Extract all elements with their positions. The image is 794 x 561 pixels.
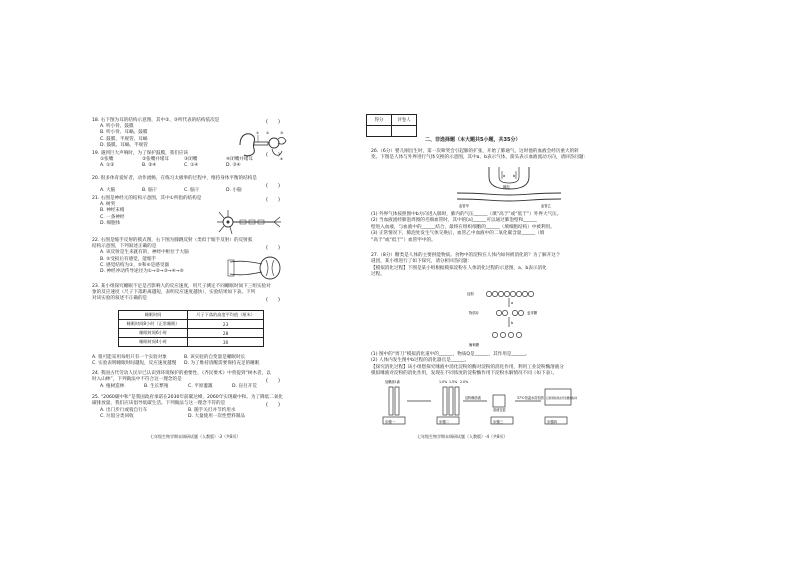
question-20 — [92, 176, 257, 182]
q18-stem: 18. 右下图为耳的结构示意图，其中②、③所代表的结构依次是 — [92, 118, 220, 123]
table-cell: 睡眠时间6小时 — [119, 329, 188, 338]
question-24 — [92, 371, 271, 383]
q27-subtitle-2: 过程。 — [371, 272, 385, 278]
q23-options-2 — [92, 361, 276, 367]
q25-stem-2: 碳排放量，我们应该倡导低碳生活。下列做法与这一理念不符的是 — [92, 401, 226, 407]
q25-option-b: B. 随手关灯并节约用水 — [188, 408, 236, 413]
enzyme-label: 淀粉酶溶液 — [465, 396, 481, 400]
q23-stem-3: 对该实验的叙述不正确的是 — [92, 296, 148, 302]
question-25 — [92, 395, 283, 407]
q26-line-5: 壁进入血液，与血液中的______结合，最终在组织细胞的______（填细胞结构）中被利用。 — [371, 224, 555, 230]
q19-option-b: B. ②④ — [142, 163, 157, 168]
q27-question-2: (2) 人体内发生图中b过程的消化器官是______。 — [371, 358, 470, 364]
q23-option-a: A. 很可能采用每组只有一个实验对象 — [92, 355, 167, 360]
q20-option-a: A. 大脑 — [100, 188, 116, 193]
q27-line-2: 谜团，某小组进行了如下探究，请分析回答问题： — [371, 259, 473, 265]
q18-option-d: D. 鼓膜、耳蜗、半规管 — [100, 142, 148, 148]
score-label: 得分 — [367, 115, 392, 126]
concentration-1: 1.0% — [439, 380, 448, 384]
q21-option-a: A. 树突 — [100, 202, 116, 208]
q18-option-a: A. 听小骨、鼓膜 — [100, 124, 134, 130]
iodine-label: 加碘液1滴 — [385, 380, 400, 384]
q26-line-7: “高于”或“低于”）血管甲中的。 — [371, 237, 436, 243]
q27-explore: 【探究消化过程】该小组想探究唾液中消化淀粉的酶对淀粉的消化作用，利用工业淀粉酶溶液分 — [371, 364, 564, 370]
q19-option-2: ②张嘴并堵耳 — [142, 157, 170, 162]
neuron-diagram — [216, 208, 286, 236]
table-row — [119, 320, 264, 329]
q26-line-6: (3) 正常情况下，肺泡处发生气体交换后，血管乙中血液中的二氧化碳含量______（填 — [371, 231, 545, 237]
vessel-a-label: 血管甲 — [459, 204, 469, 208]
table-header-row — [119, 311, 264, 320]
q18-option-c: C. 鼓膜、半规管、耳蜗 — [100, 136, 148, 142]
question-27-intro — [371, 253, 560, 279]
q20-option-d: D. 小脑 — [226, 188, 242, 193]
q27-line-1: 27.（8分）糖类是人体的主要供能物质。食物中的淀粉在人体内如何被消化的？为了解开这个 — [371, 253, 561, 258]
sleep-data-table — [118, 310, 264, 347]
table-cell: 30 — [188, 338, 264, 347]
record-label: 记录颜色褪去所需要的时间 — [546, 397, 578, 400]
water-bath-label: 37℃恒温水浴加热 — [517, 396, 544, 400]
table-row — [119, 329, 264, 338]
q19-option-1: ①张嘴 — [100, 157, 114, 162]
step-a-label: a — [511, 301, 514, 305]
q22-option-c: C. 感觉结构为①，⑤和⑥是感受器 — [100, 262, 170, 268]
q19-stem: 19. 遇到巨大声响时，为了保护鼓膜，我们应该 — [92, 151, 189, 156]
q26-line-3: (1) 外界气体按照图中b方向进入肺时，肺内的气压______（填“高于”或“低于”）外界大气压。 — [371, 212, 562, 217]
right-page — [371, 0, 794, 561]
concentration-2: 1.5% — [449, 380, 458, 384]
q24-option-c: C. 平原灌溉 — [188, 384, 213, 389]
ear-label-1: ① — [256, 131, 260, 135]
question-18 — [92, 118, 219, 149]
table-cell: 28 — [188, 329, 264, 338]
step-b-label: b — [511, 321, 514, 325]
q24-option-b: B. 生长繁殖 — [144, 384, 169, 389]
concentration-3: 2.0% — [460, 380, 469, 384]
q27-explore-2: 模拟唾液对淀粉的消化作用，发现在不同浓度的淀粉酶作用下淀粉水解情况不同（如下表）。 — [371, 371, 558, 377]
q23-stem-2: 象的反应速度（尺子下落距离越短，表明反应速度越快），实验结果如下表。下列 — [92, 290, 256, 296]
table-header-height: 尺子下落的高度平均值（厘米） — [188, 311, 264, 320]
table-cell: 睡眠时间8小时（正常睡眠） — [119, 320, 188, 329]
table-row — [119, 338, 264, 347]
q24-option-a: A. 植树造林 — [100, 384, 125, 389]
right-page-footer: 七年级生物学期末调研试题（人教版）-4（共8页） — [417, 434, 508, 439]
q19-option-4: ④闭嘴并堵耳 — [226, 157, 254, 162]
q25-answer-paren[interactable]: ( ) — [266, 402, 280, 408]
question-23 — [92, 284, 271, 303]
q21-option-c: C. 一条神经 — [100, 214, 125, 220]
ear-label-4: ④ — [280, 157, 284, 161]
table-header-sleep: 睡眠时间 — [119, 311, 188, 320]
q18-option-b: B. 听小骨、耳蜗、鼓膜 — [100, 130, 148, 136]
q25-options-2 — [100, 414, 276, 420]
table-cell: 23 — [188, 320, 264, 329]
maltose-label: 麦芽糖 — [527, 311, 538, 315]
section-title: 二、非选择题（本大题共5小题，共35分） — [425, 137, 521, 143]
q27-subtitle: 【模拟消化过程】下图是某小组根据模拟淀粉在人体消化过程的示意图，a、b表示消化 — [371, 265, 547, 271]
reflex-arc-diagram — [226, 254, 286, 282]
q27-question-1: (1) 图中的“剪刀”模拟消化道中的______，物质Q是______，其作用是______。 — [371, 352, 530, 357]
q21-option-d: D. 细胞体 — [100, 220, 121, 226]
q26-line-4: (2) 当血液流经肺泡周围的毛细血管时，其中的[a]______可以通过肺泡壁和______ — [371, 218, 537, 224]
q20-stem: 20. 很多体育爱好者，动作流畅，在练习太极拳的过程中，维持身体平衡的结构是 — [92, 176, 257, 181]
q22-stem-2: 结构示意图，下列叙述正确的是 — [92, 244, 157, 250]
q23-option-c: C. 实验表明睡眠时间越短，反应速度越慢 — [92, 361, 177, 366]
q18-answer-paren[interactable]: ( ) — [266, 119, 280, 125]
label-b: b — [513, 174, 516, 178]
q24-options — [100, 384, 276, 390]
q21-option-b: B. 神经末梢 — [100, 208, 125, 214]
label-a: a — [503, 174, 506, 178]
q26-line-2: 变。下图是人体与外界进行气体交换的示意图，其中a、b表示气体，箭头表示血液流动方向，请回答问题： — [371, 155, 589, 161]
left-page-footer: 七年级生物学期末调研试题（人教版）-3（共8页） — [150, 434, 241, 439]
q23-option-b: B. 该实验的自变量是睡眠时长 — [184, 355, 246, 360]
step-3-label: 步骤三 — [493, 420, 504, 424]
grader-label: 评卷人 — [392, 115, 417, 126]
q20-option-c: C. 脑干 — [184, 188, 200, 193]
q19-options-row2 — [100, 163, 268, 169]
q23-option-d: D. 为了维持清醒需要保持充足的睡眠 — [184, 361, 260, 366]
q25-stem: 25. “2060碳中和”是我国政府承诺在2030年前碳达峰，2060年实现碳中和。为了降低二氧化 — [92, 395, 284, 400]
table-cell: 睡眠时间4小时 — [119, 338, 188, 347]
question-26-intro — [371, 149, 588, 162]
q26-line-1: 26.（6分）婴儿刚出生时，第一次啼哭会引起肺的扩张，开始了肺通气，这时他的血液会经历重大的转 — [371, 149, 579, 154]
step-2-label: 步骤二 — [439, 420, 450, 424]
question-21 — [92, 196, 201, 227]
q25-option-a: A. 出门步行或骑自行车 — [100, 408, 148, 413]
q24-stem-2: 时入山林”，下列做法中不符合这一理念的是 — [92, 377, 182, 383]
q24-answer-paren[interactable]: ( ) — [266, 378, 280, 384]
glucose-label: 葡萄糖 — [469, 343, 480, 347]
q19-option-a: A. ①② — [100, 163, 115, 168]
q19-answer-paren[interactable]: ( ) — [266, 152, 280, 158]
q22-stem: 22. 右图是缩手反射的模式图，右下图为膝跳反射（类似于缩手反射）的反射弧 — [92, 238, 253, 243]
q23-stem: 23. 某小组探究睡眠不足是否影响人的反应速度，用尺子测定不同睡眠时间下三组实验对 — [92, 284, 271, 289]
q25-option-d: D. 大量使用一次性塑料制品 — [188, 414, 245, 419]
q22-option-b: B. ⑤受损后有感觉，能缩手 — [100, 256, 157, 262]
q19-option-d: D. ③④ — [226, 163, 241, 168]
q23-answer-paren[interactable]: ( ) — [266, 297, 280, 303]
alveolus-label: 肺泡 — [503, 185, 510, 189]
question-26-subquestions — [371, 212, 561, 244]
score-table — [366, 114, 417, 137]
q20-option-b: B. 脑干 — [142, 188, 158, 193]
q21-answer-paren[interactable]: ( ) — [266, 197, 280, 203]
step-1-label: 步骤一 — [385, 420, 396, 424]
q20-options — [100, 188, 268, 194]
ear-label-2: ② — [266, 131, 270, 135]
vessel-b-label: 血管乙 — [541, 204, 551, 208]
substance-q-label: 物质Q — [469, 311, 479, 315]
q19-option-c: C. ①④ — [184, 163, 199, 168]
q20-answer-paren[interactable]: ( ) — [266, 183, 280, 189]
ear-label-3: ③ — [280, 131, 284, 135]
q22-option-a: A. 该反射是生来就有的，神经中枢位于大脑 — [100, 250, 189, 256]
q19-option-3: ③闭嘴 — [184, 157, 198, 162]
q25-option-c: C. 垃圾分类回收 — [100, 414, 134, 419]
q22-answer-paren[interactable]: ( ) — [266, 245, 280, 251]
question-27-subquestions — [371, 352, 564, 378]
alveolus-diagram — [453, 163, 565, 209]
experiment-steps-diagram — [381, 377, 581, 429]
grader-cell[interactable] — [392, 126, 417, 137]
q21-stem: 21. 右图是神经元的结构示意图，其中①所指的结构是 — [92, 196, 202, 201]
step-4-label: 步骤四 — [547, 420, 558, 424]
score-cell[interactable] — [367, 126, 392, 137]
q24-stem: 24. 我国古代劳动人民早已认识到环境保护的重要性，《齐民要术》中曾提到“树木者，以 — [92, 371, 271, 376]
starch-label: 淀粉 — [467, 292, 474, 296]
q22-option-d: D. 神经冲动传导途径为①→②→③→④→⑤ — [100, 269, 184, 275]
blue-label: 溶液变蓝 — [493, 408, 506, 412]
ear-diagram — [236, 127, 288, 161]
starch-digestion-diagram — [465, 283, 577, 351]
q24-option-d: D. 盲目开荒 — [232, 384, 257, 389]
